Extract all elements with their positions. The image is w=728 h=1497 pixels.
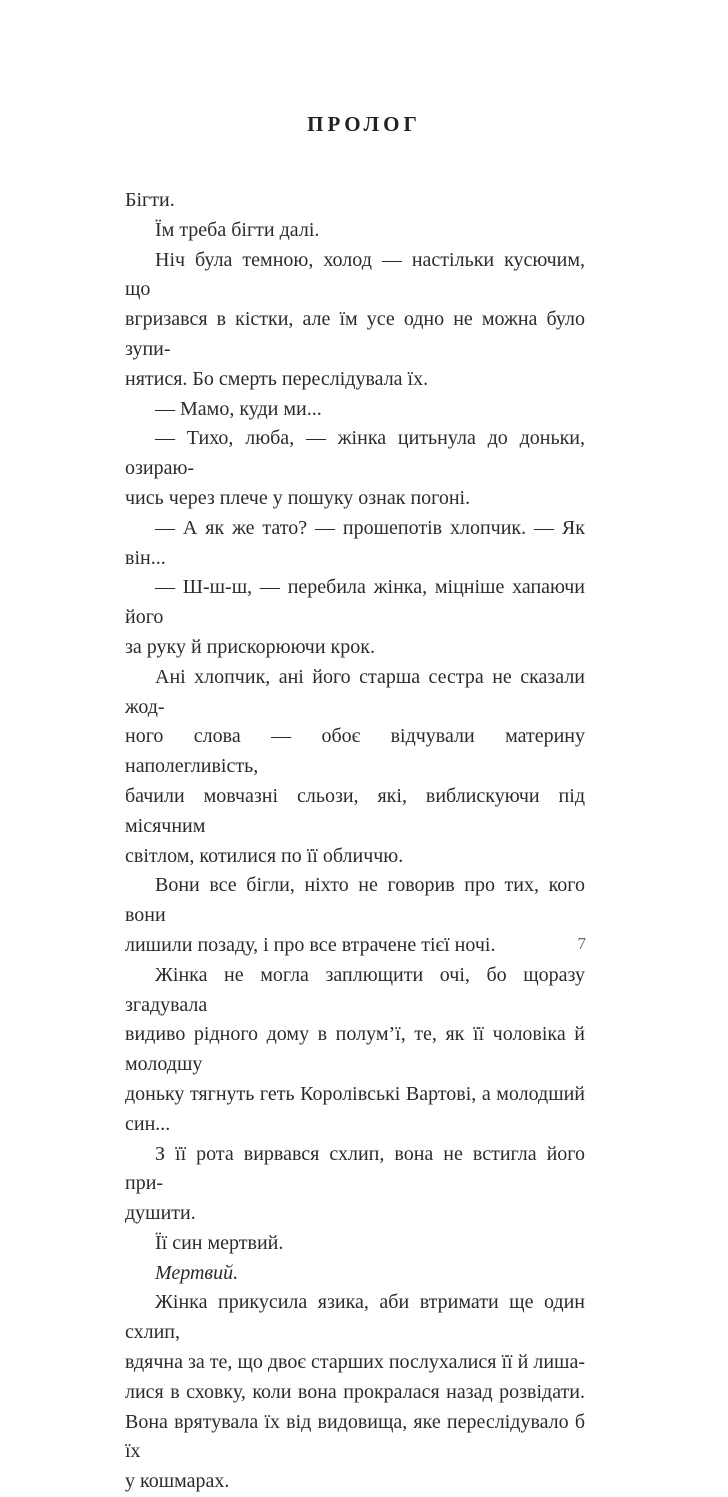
text-line: Бігти. [125,189,175,211]
paragraph [125,216,585,246]
paragraph [125,514,585,574]
text-line: Жінка прикусила язика, аби втримати ще один схлип, [125,1291,585,1344]
text-line: вдячна за те, що двоє старших послухалися її й лиша- [125,1351,585,1374]
text-line: Вони все бігли, ніхто не говорив про тих, кого вони [125,874,585,927]
chapter-title: ПРОЛОГ [307,112,421,136]
paragraph [125,246,585,395]
text-line: — Ш-ш-ш, — перебила жінка, міцніше хапаючи його [125,576,585,629]
paragraph [125,1259,585,1289]
text-line: лишили позаду, і про все втрачене тієї ночі. [125,933,496,956]
text-line: — Тихо, люба, — жінка цитьнула до доньки, озираю- [125,427,585,480]
text-line: Вона врятувала їх від видовища, яке переслідувало б їх [125,1410,585,1463]
paragraph [125,1229,585,1259]
text-line: З її рота вирвався схлип, вона не встигла його при- [125,1142,585,1195]
paragraph [125,186,585,216]
text-line: ного слова — обоє відчували материну наполегливість, [125,725,585,778]
text-line: чись через плече у пошуку ознак погоні. [125,486,471,509]
paragraph [125,871,585,960]
paragraph [125,1288,585,1497]
text-line: Їм треба бігти далі. [155,218,320,241]
text-line: душити. [125,1202,196,1225]
paragraph [125,663,585,872]
text-line: лися в сховку, коли вона прокралася назад розвідати. [125,1380,585,1403]
text-line: Її син мертвий. [155,1231,284,1254]
text-line: вгризався в кістки, але їм усе одно не можна було зупи- [125,308,585,360]
text-line: Мертвий. [155,1261,239,1284]
text-line: нятися. Бо смерть переслідувала їх. [125,367,429,390]
text-line: Ані хлопчик, ані його старша сестра не сказали жод- [125,665,585,718]
text-line: доньку тягнуть геть Королівські Вартові, а молодший син... [125,1082,585,1135]
paragraph [125,424,585,513]
paragraph [125,1140,585,1229]
text-line: за руку й прискорюючи крок. [125,635,375,658]
text-line: — Мамо, куди ми... [155,397,322,420]
page-number: 7 [577,934,586,953]
text-line: Жінка не могла заплющити очі, бо щоразу згадувала [125,963,585,1016]
paragraph [125,395,585,425]
text-line: у кошмарах. [125,1470,230,1493]
paragraph [125,573,585,662]
paragraph [125,961,585,1140]
text-line: світлом, котилися по її обличчю. [125,844,404,867]
text-line: — А як же тато? — прошепотів хлопчик. — Як він... [125,516,585,569]
body-text [125,186,585,1497]
text-line: Ніч була темною, холод — настільки кусючим, що [125,248,585,301]
text-line: бачили мовчазні сльози, які, виблискуючи під місячним [125,784,585,837]
text-line: видиво рідного дому в полум’ї, те, як її чоловіка й молодшу [125,1023,585,1076]
